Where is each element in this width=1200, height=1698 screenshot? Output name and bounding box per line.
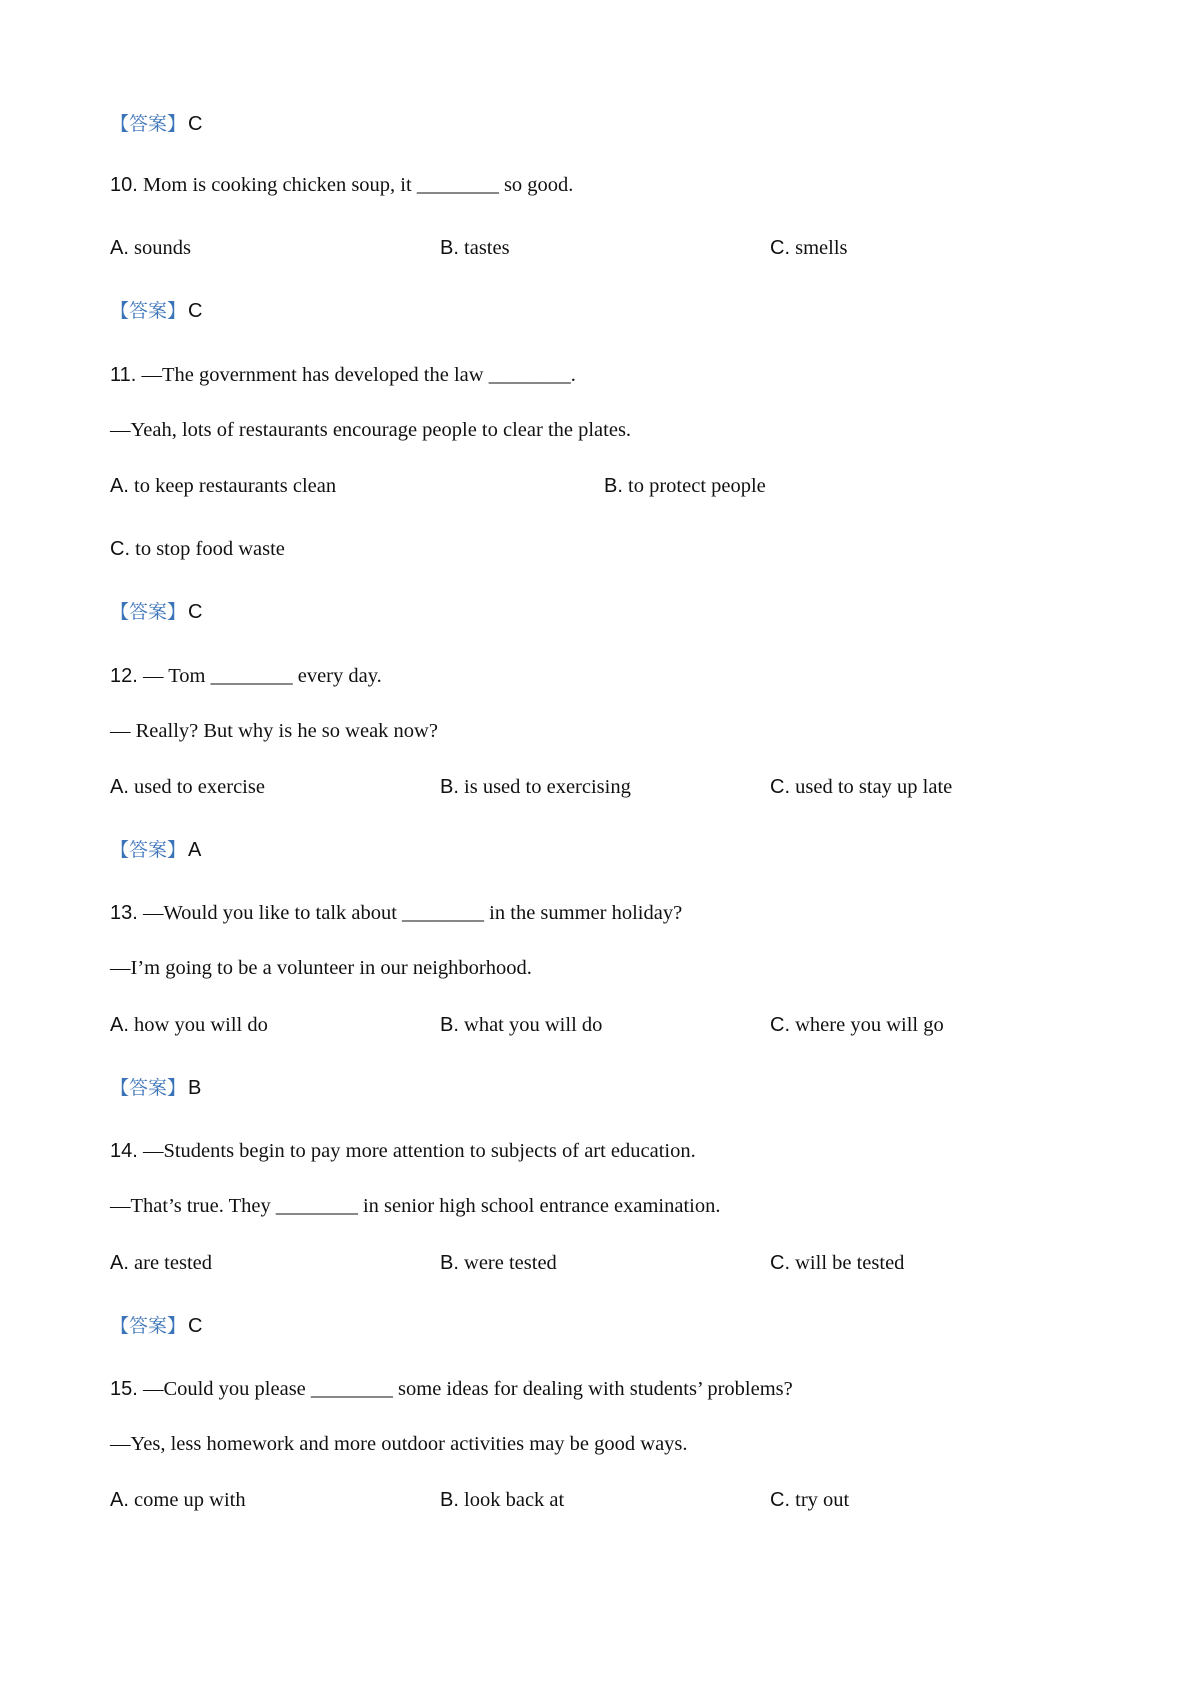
option-letter: A. [110,776,129,798]
question-number: 15. [110,1378,138,1400]
question-text: — Tom ________ every day. [142,665,382,687]
question-stem [110,899,682,927]
question-text: —The government has developed the law ________. [141,364,576,386]
answer-value: C [188,113,203,135]
option-text: are tested [134,1252,212,1274]
answer-value: A [188,839,202,861]
option-letter: B. [440,776,459,798]
option-letter: C. [770,1014,790,1036]
option-text: to stop food waste [135,538,285,560]
answer-line [110,1074,201,1102]
question-text: —Could you please ________ some ideas for dealing with students’ problems? [142,1378,793,1400]
answer-label: 【答案】 [110,300,187,322]
question-text: — Really? But why is he so weak now? [110,720,438,742]
question-stem [110,361,576,389]
question-text: —Students begin to pay more attention to subjects of art education. [142,1140,696,1162]
option-letter: A. [110,475,129,497]
option-text: come up with [134,1489,246,1511]
option-a [110,773,265,801]
question-text: —Would you like to talk about ________ in the summer holiday? [142,902,683,924]
option-letter: A. [110,1252,129,1274]
answer-label: 【答案】 [110,113,187,135]
answer-line [110,598,202,626]
option-a [110,1011,268,1039]
option-letter: B. [440,1014,459,1036]
question-text: —Yes, less homework and more outdoor activities may be good ways. [110,1433,688,1455]
option-text: how you will do [134,1014,268,1036]
option-text: what you will do [464,1014,603,1036]
option-c [770,234,848,262]
option-a [110,1486,246,1514]
answer-value: B [188,1077,202,1099]
option-letter: C. [770,237,790,259]
option-text: smells [795,237,848,259]
answer-label: 【答案】 [110,1077,187,1099]
answer-line [110,1312,202,1340]
question-text: —That’s true. They ________ in senior high school entrance examination. [110,1195,721,1217]
question-reply [110,416,631,444]
option-letter: B. [604,475,623,497]
question-reply [110,954,532,982]
answer-label: 【答案】 [110,1315,187,1337]
question-stem [110,662,382,690]
option-c [770,773,952,801]
question-stem [110,171,573,199]
option-text: to keep restaurants clean [134,475,337,497]
option-b [440,234,510,262]
option-letter: C. [770,1489,790,1511]
question-reply [110,1192,721,1220]
question-number: 12. [110,665,138,687]
answer-line [110,110,202,138]
answer-value: C [188,300,203,322]
option-b [440,1011,602,1039]
question-stem [110,1137,696,1165]
question-reply [110,717,438,745]
answer-value: C [188,1315,203,1337]
answer-line [110,297,202,325]
option-a [110,234,191,262]
option-b [440,1249,557,1277]
question-stem [110,1375,793,1403]
question-reply [110,1430,688,1458]
question-text: —Yeah, lots of restaurants encourage people to clear the plates. [110,419,632,441]
option-a [110,1249,212,1277]
option-letter: B. [440,237,459,259]
option-text: used to stay up late [795,776,953,798]
option-text: used to exercise [134,776,265,798]
option-text: were tested [464,1252,557,1274]
answer-label: 【答案】 [110,839,187,861]
option-c [770,1486,849,1514]
question-text: Mom is cooking chicken soup, it ________ so good. [142,174,574,196]
option-b [440,1486,564,1514]
option-text: tastes [464,237,510,259]
option-b [604,472,766,500]
question-number: 11. [110,364,137,386]
question-number: 14. [110,1140,138,1162]
option-text: try out [795,1489,850,1511]
option-text: to protect people [628,475,766,497]
option-letter: A. [110,1489,129,1511]
question-number: 10. [110,174,138,196]
answer-label: 【答案】 [110,601,187,623]
option-text: sounds [134,237,191,259]
option-letter: C. [110,538,130,560]
option-letter: A. [110,1014,129,1036]
option-text: is used to exercising [464,776,631,798]
question-text: —I’m going to be a volunteer in our neighborhood. [110,957,532,979]
option-letter: C. [770,1252,790,1274]
question-number: 13. [110,902,138,924]
option-c [110,535,285,563]
option-a [110,472,336,500]
option-text: where you will go [795,1014,944,1036]
option-b [440,773,631,801]
option-c [770,1011,944,1039]
option-c [770,1249,904,1277]
answer-line [110,836,201,864]
option-letter: B. [440,1489,459,1511]
option-letter: C. [770,776,790,798]
option-letter: A. [110,237,129,259]
answer-value: C [188,601,203,623]
option-text: look back at [464,1489,565,1511]
option-text: will be tested [795,1252,905,1274]
option-letter: B. [440,1252,459,1274]
